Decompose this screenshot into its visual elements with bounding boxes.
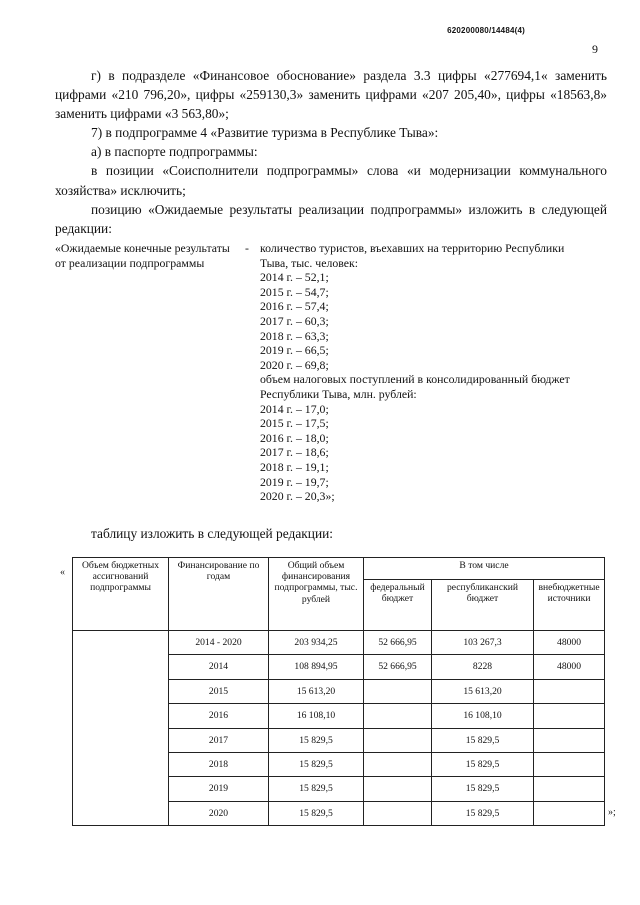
table-intro: таблицу изложить в следующей редакции:: [91, 526, 334, 541]
result-line: 2014 г. – 17,0;: [260, 401, 329, 416]
result-line: Тыва, тыс. человек:: [260, 255, 359, 270]
cell-republic: 8228: [432, 655, 534, 679]
cell-federal: [364, 704, 432, 728]
cell-federal: [364, 752, 432, 776]
header-republic-budget: республиканский бюджет: [432, 580, 534, 631]
position-values: [260, 241, 615, 504]
cell-extra: 48000: [534, 655, 605, 679]
cell-year: 2017: [169, 728, 269, 752]
page-number: 9: [592, 42, 598, 56]
result-line: 2019 г. – 19,7;: [260, 474, 329, 489]
cell-extra: [534, 752, 605, 776]
cell-federal: [364, 801, 432, 825]
cell-republic: 15 829,5: [432, 728, 534, 752]
position-label: «Ожидаемые конечные результаты от реализации подпрограммы: [55, 241, 230, 270]
header-federal-budget: федеральный бюджет: [364, 580, 432, 631]
result-line: 2016 г. – 18,0;: [260, 430, 329, 445]
paragraph-co-executors: в позиции «Соисполнители подпрограммы» слова «и модернизации коммунального хозяйства» исключить;: [55, 163, 607, 198]
closing-quote: »;: [608, 807, 616, 818]
paragraph-expected-results: позицию «Ожидаемые результаты реализации подпрограммы» изложить в следующей редакции:: [55, 201, 607, 236]
cell-republic: 15 829,5: [432, 777, 534, 801]
header-budget-allocations: Объем бюджетных ассигнований подпрограммы: [73, 558, 169, 631]
document-code: 620200080/14484(4): [447, 26, 525, 35]
budget-allocation-table: [72, 557, 605, 826]
cell-year: 2014: [169, 655, 269, 679]
cell-federal: [364, 679, 432, 703]
cell-republic: 15 613,20: [432, 679, 534, 703]
cell-year: 2019: [169, 777, 269, 801]
cell-total: 15 829,5: [269, 752, 364, 776]
cell-extra: [534, 728, 605, 752]
cell-republic: 15 829,5: [432, 801, 534, 825]
cell-republic: 15 829,5: [432, 752, 534, 776]
empty-label-cell: [73, 631, 169, 826]
cell-year: 2020: [169, 801, 269, 825]
result-line: количество туристов, въехавших на территорию Республики: [260, 241, 565, 255]
cell-extra: [534, 801, 605, 825]
cell-republic: 16 108,10: [432, 704, 534, 728]
result-line: объем налоговых поступлений в консолидированный бюджет: [260, 372, 570, 387]
result-line: 2019 г. – 66,5;: [260, 343, 329, 358]
cell-year: 2014 - 2020: [169, 631, 269, 655]
header-financing-by-year: Финансирование по годам: [169, 558, 269, 631]
result-line: 2017 г. – 60,3;: [260, 313, 329, 328]
cell-republic: 103 267,3: [432, 631, 534, 655]
cell-year: 2015: [169, 679, 269, 703]
cell-total: 15 613,20: [269, 679, 364, 703]
cell-extra: 48000: [534, 631, 605, 655]
result-line: 2015 г. – 17,5;: [260, 416, 329, 431]
result-line: 2017 г. – 18,6;: [260, 445, 329, 460]
cell-total: 203 934,25: [269, 631, 364, 655]
table-row: [73, 631, 605, 655]
cell-federal: [364, 777, 432, 801]
header-extra-budgetary: внебюджетные источники: [534, 580, 605, 631]
cell-extra: [534, 777, 605, 801]
cell-total: 15 829,5: [269, 801, 364, 825]
result-line: Республики Тыва, млн. рублей:: [260, 386, 417, 401]
result-line: 2020 г. – 69,8;: [260, 357, 329, 372]
result-line: 2016 г. – 57,4;: [260, 299, 329, 314]
cell-federal: 52 666,95: [364, 631, 432, 655]
result-line: 2018 г. – 19,1;: [260, 459, 329, 474]
paragraph-financial-justification: г) в подразделе «Финансовое обоснование» раздела 3.3 цифры «277694,1« заменить цифрами «210 796,20», цифры «259130,3» заменить цифрами «207 205,40», цифры «18563,8» заменить цифрами «3 563,80»;: [55, 68, 607, 122]
result-line: 2014 г. – 52,1;: [260, 270, 329, 285]
cell-total: 108 894,95: [269, 655, 364, 679]
amendment-text: [55, 66, 607, 238]
cell-year: 2016: [169, 704, 269, 728]
paragraph-passport: а) в паспорте подпрограммы:: [91, 144, 258, 160]
cell-total: 15 829,5: [269, 728, 364, 752]
cell-federal: [364, 728, 432, 752]
position-dash: -: [245, 241, 249, 255]
cell-total: 16 108,10: [269, 704, 364, 728]
result-line: 2018 г. – 63,3;: [260, 328, 329, 343]
cell-year: 2018: [169, 752, 269, 776]
cell-total: 15 829,5: [269, 777, 364, 801]
result-line: 2015 г. – 54,7;: [260, 284, 329, 299]
opening-quote: «: [60, 567, 65, 578]
paragraph-subprogram-4: 7) в подпрограмме 4 «Развитие туризма в Республике Тыва»:: [91, 125, 439, 141]
result-line: 2020 г. – 20,3»;: [260, 489, 335, 504]
cell-extra: [534, 679, 605, 703]
cell-federal: 52 666,95: [364, 655, 432, 679]
header-total-financing: Общий объем финансирования подпрограммы, тыс. рублей: [269, 558, 364, 631]
cell-extra: [534, 704, 605, 728]
header-including: В том числе: [364, 558, 605, 580]
